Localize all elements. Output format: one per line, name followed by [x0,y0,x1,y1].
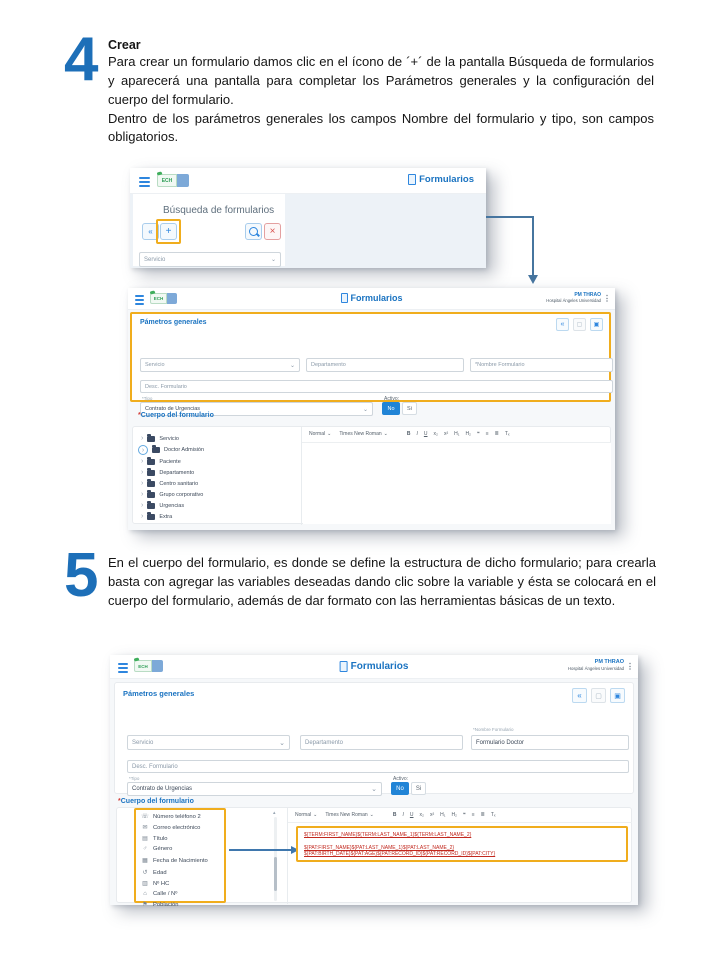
chevron-down-icon: ⌄ [327,431,332,437]
chevron-circle [138,445,148,455]
search-panel-title: Búsqueda de formularios [163,205,275,216]
highlight-box-parametros [130,312,611,413]
cuerpo-heading: *Cuerpo del formulario [138,412,214,419]
step-number-4: 4 [64,25,99,94]
step-number-5: 5 [64,541,99,610]
collapse-button[interactable]: « [556,318,569,331]
chevron-right-icon: › [141,435,144,442]
subscript-icon[interactable]: x₂ [419,812,424,818]
blockquote-icon[interactable]: ❝ [463,812,466,818]
step5-paragraph: En el cuerpo del formulario, es donde se define la estructura de dicho formulario; para crearla basta con agregar las variables deseadas dando clic sobre la variable y ésta se colocará en el cuerpo del formulario, además de dar formato con las herramientas básicas de un texto. [108,555,656,608]
user-name: PM THRAO [574,292,601,298]
chevron-right-icon: › [141,446,145,454]
app-title-group [340,661,409,672]
menu-icon[interactable] [135,295,144,305]
params-actions [556,318,603,331]
connector-line-horizontal [486,216,533,218]
editor-toolbar [309,431,513,437]
cuerpo-panel [132,426,611,524]
app-title: Formularios [350,661,409,672]
user-org: Hospital Ángeles Universidad [567,665,624,671]
tree-item[interactable]: › Grupo corporativo [141,491,204,498]
highlight-box-add [156,219,181,244]
editor-content-empty[interactable] [303,443,611,524]
blockquote-icon[interactable]: ❝ [477,431,480,437]
tree-item-variable[interactable]: ♂ Género [141,846,172,852]
clear-button[interactable]: × [264,223,281,240]
list-bullet-icon[interactable]: ≡ [471,812,475,818]
style-dropdown[interactable]: Normal ⌄ [295,812,318,818]
ech-logo [150,293,177,304]
more-vertical-icon[interactable]: ⋮ [626,662,634,671]
merge-field-line: ${PAT:BIRTH_DATE}${PAT:AGE}${PAT:RECORD_ID}${PAT:RECORD_ID}${PAT:CITY} [304,851,496,857]
clear-formatting-icon[interactable]: Tₓ [504,431,510,437]
chevron-right-icon: › [141,502,144,509]
bold-icon[interactable]: B [406,431,411,437]
phone-icon [141,813,149,820]
duplicate-button[interactable]: ▢ [591,688,606,703]
calendar-icon [141,857,149,864]
departamento-input[interactable]: Departamento [306,358,464,372]
list-ordered-icon[interactable]: ≣ [480,812,485,818]
form-icon [408,174,416,185]
bold-icon[interactable]: B [392,812,397,818]
mail-icon [141,824,149,831]
ech-logo [157,174,189,187]
folder-icon [147,470,155,476]
add-form-button[interactable]: + [160,223,177,240]
desc-formulario-input[interactable]: Desc. Formulario [127,760,629,773]
activo-label: Activo: [393,776,409,782]
activo-no-toggle[interactable]: No [391,782,409,795]
save-button[interactable]: ▣ [610,688,625,703]
tree-item-variable[interactable]: ▦ Fecha de Nacimiento [141,857,208,864]
app-title: Formularios [419,174,474,185]
tree-item[interactable]: › Departamento [141,469,195,476]
chevron-down-icon: ⌄ [383,431,388,437]
subscript-icon[interactable]: x₂ [433,431,438,437]
step4-paragraph-2: Dentro de los parámetros generales los campos Nombre del formulario y tipo, son campos obligatorios. [108,110,654,145]
record-icon [141,880,149,887]
activo-si-toggle[interactable]: Si [402,402,417,415]
step4-heading: Crear [108,38,141,52]
folder-icon [147,492,155,498]
app-title-group [408,174,474,185]
form-icon [340,661,348,672]
chevron-down-icon: ⌄ [289,362,295,369]
gender-icon [141,846,149,852]
chevron-down-icon: ⌄ [362,406,368,413]
tree-item-variable[interactable]: ⌂ Calle / Nº [141,891,177,897]
tipo-label: *Tipo [129,776,140,781]
connector-line-vertical [532,216,534,275]
scroll-up-icon[interactable]: ▴ [273,810,276,816]
servicio-select[interactable]: Servicio ⌄ [140,358,300,372]
merge-field-line: ${TERM:FIRST_NAME}${TERM:LAST_NAME_1}${TERM:LAST_NAME_2} [304,832,472,838]
tree-item-variable[interactable]: ✉ Correo electrónico [141,824,200,831]
h2-icon[interactable]: H₂ [465,431,471,437]
ech-logo-square [167,293,177,304]
servicio-field-partial[interactable]: Servicio ⌄ [139,252,281,267]
tree-item[interactable]: › Urgencias [141,502,185,509]
connector-arrowhead-down [528,275,538,284]
h1-icon[interactable]: H₁ [440,812,446,818]
app-title-group [340,293,402,303]
editor-toolbar [295,812,499,818]
folder-icon [147,436,155,442]
folder-icon [152,447,160,453]
user-org: Hospital Ángeles Universidad [546,298,601,304]
activo-label: Activo: [384,396,400,402]
params-card [114,682,634,794]
italic-icon[interactable]: I [402,812,404,818]
clear-formatting-icon[interactable]: Tₓ [490,812,496,818]
cuerpo-heading: *Cuerpo del formulario [118,798,194,805]
h1-icon[interactable]: H₁ [454,431,460,437]
screenshot-busqueda-formularios [130,168,486,268]
folder-icon [147,459,155,465]
font-dropdown[interactable]: Times New Roman ⌄ [325,812,374,818]
highlight-box-editor-content[interactable] [296,826,628,862]
tipo-select[interactable]: Contrato de Urgencias ⌄ [140,402,373,416]
ech-logo-text: ECH [150,293,167,304]
chevron-right-icon: › [141,491,144,498]
params-heading: Pámetros generales [123,689,195,698]
marker-icon [141,901,149,908]
underline-icon[interactable]: U [423,431,428,437]
user-block[interactable] [568,659,624,671]
chevron-down-icon: ⌄ [313,812,318,818]
superscript-icon[interactable]: x² [429,812,435,818]
tree-item-variable[interactable]: ↺ Edad [141,869,167,876]
history-icon [141,869,149,876]
more-vertical-icon[interactable]: ⋮ [603,294,611,303]
params-heading: Pámetros generales [140,319,207,326]
toolbar-divider [288,822,632,823]
search-button[interactable] [245,223,262,240]
app-header [110,655,638,679]
tipo-label: *Tipo [142,396,153,401]
chevron-down-icon: ⌄ [270,257,276,263]
italic-icon[interactable]: I [416,431,418,437]
nombre-formulario-input[interactable]: Formulario Doctor [471,735,629,750]
cuerpo-panel [116,807,632,908]
ech-logo-square [152,660,163,672]
ech-logo-text: ECH [157,174,177,187]
font-dropdown[interactable]: Times New Roman ⌄ [339,431,388,437]
user-block[interactable] [546,292,601,304]
list-ordered-icon[interactable]: ≣ [494,431,499,437]
tree-item-variable[interactable]: ⚑ Población [141,901,178,908]
tipo-select[interactable]: Contrato de Urgencias ⌄ [127,782,382,796]
folder-icon [147,503,155,509]
tree-scrollbar[interactable] [274,817,277,901]
chevron-right-icon: › [141,458,144,465]
tree-item[interactable]: › Centro sanitario [141,480,199,487]
desc-formulario-input[interactable]: Desc. Formulario [140,380,613,393]
screenshot-formulario-doctor [110,655,638,908]
chevron-down-icon: ⌄ [371,786,377,793]
search-panel [133,194,285,266]
home-icon [141,891,149,897]
menu-icon[interactable] [139,177,150,187]
scrollbar-thumb[interactable] [274,857,277,891]
merge-field-line: ${PAT:FIRST_NAME}${PAT:LAST_NAME_1}${PAT:LAST_NAME_2} [304,845,455,851]
tree-item-variable[interactable]: ☏ Número teléfono 2 [141,813,201,820]
servicio-select[interactable]: Servicio ⌄ [127,735,290,750]
folder-icon [147,514,155,520]
collapse-button[interactable]: « [142,223,159,240]
tree-item-variable[interactable]: ▥ Nº HC [141,880,169,887]
app-header [130,168,486,194]
collapse-button[interactable]: « [572,688,587,703]
params-actions [572,688,625,703]
save-button[interactable]: ▣ [590,318,603,331]
step4-paragraph-1: Para crear un formulario damos clic en el ícono de ´+´ de la pantalla Búsqueda de formularios y aparecerá una pantalla para completar los Parámetros generales y la configuración del cuerpo del formulario. [108,54,654,107]
style-dropdown[interactable]: Normal ⌄ [309,431,332,437]
nombre-formulario-input[interactable]: *Nombre Formulario [470,358,613,372]
user-name: PM THRAO [594,659,624,665]
form-icon [340,293,347,303]
title-icon [141,835,149,842]
tree-item-selected[interactable]: › Doctor Admisión [138,445,204,455]
tree-item[interactable]: › Servicio [141,435,179,442]
tree-item[interactable]: › Paciente [141,458,181,465]
chevron-right-icon: › [141,469,144,476]
chevron-down-icon: ⌄ [279,739,285,747]
nombre-label: *Nombre Formulario [473,727,514,732]
activo-no-toggle[interactable]: No [382,402,400,415]
ech-logo-text: ECH [134,660,152,672]
chevron-right-icon: › [141,513,144,520]
chevron-right-icon: › [141,480,144,487]
folder-icon [147,481,155,487]
highlight-box-variables [134,808,226,903]
ech-logo [134,660,163,672]
duplicate-button[interactable]: ▢ [573,318,586,331]
menu-icon[interactable] [118,663,128,673]
tree-item-variable[interactable]: ▤ Título [141,835,168,842]
h2-icon[interactable]: H₂ [451,812,457,818]
superscript-icon[interactable]: x² [443,431,449,437]
tree-item[interactable]: › Extra [141,513,173,520]
activo-si-toggle[interactable]: Si [411,782,426,795]
departamento-input[interactable]: Departamento [300,735,463,750]
screenshot-formulario-nuevo [128,288,615,530]
list-bullet-icon[interactable]: ≡ [485,431,489,437]
ech-logo-square [177,174,189,187]
app-title: Formularios [350,293,403,303]
chevron-down-icon: ⌄ [369,812,374,818]
app-header [128,288,615,310]
annotation-arrow-line [229,849,293,851]
underline-icon[interactable]: U [409,812,414,818]
